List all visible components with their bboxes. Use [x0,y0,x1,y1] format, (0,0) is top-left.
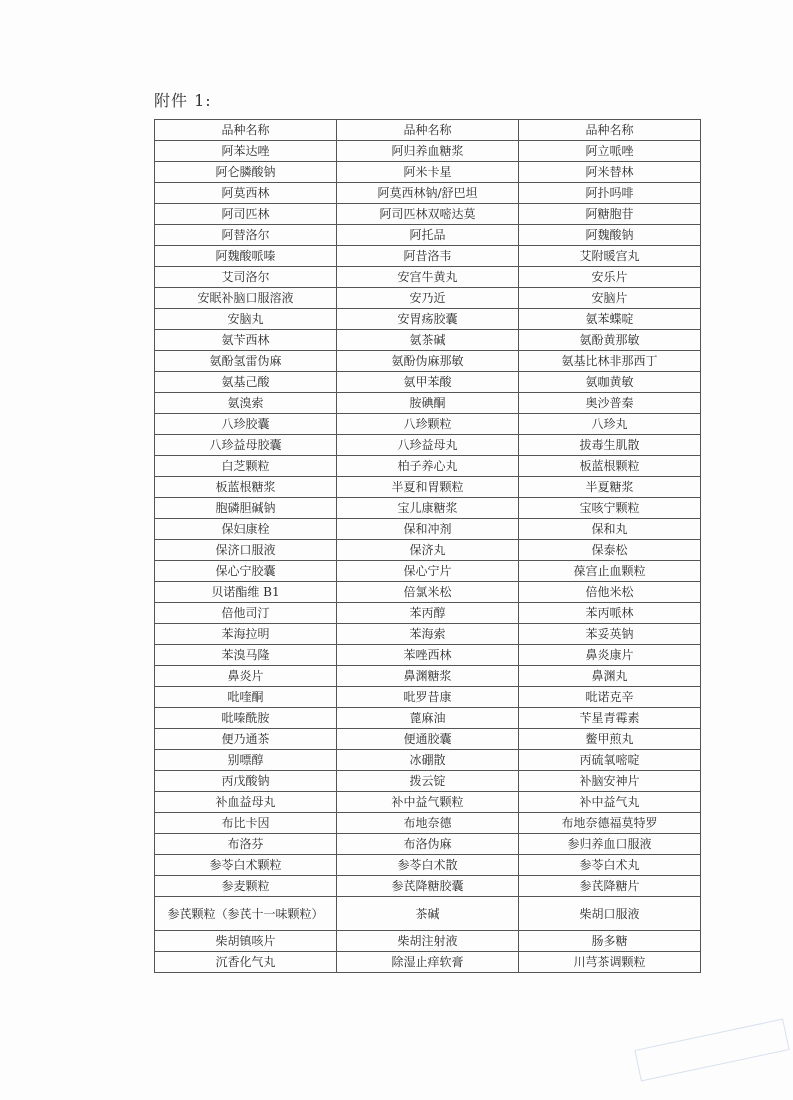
table-cell: 柴胡镇咳片 [155,931,337,952]
table-row [155,952,701,973]
table-cell: 八珍益母丸 [337,435,519,456]
table-cell: 安胃疡胶囊 [337,309,519,330]
table-row [155,435,701,456]
table-cell: 吡诺克辛 [519,687,701,708]
table-cell: 苯溴马隆 [155,645,337,666]
table-cell: 补中益气丸 [519,792,701,813]
table-cell: 便乃通茶 [155,729,337,750]
table-cell: 保济丸 [337,540,519,561]
table-cell: 保心宁片 [337,561,519,582]
table-cell: 补中益气颗粒 [337,792,519,813]
table-cell: 艾附暖宫丸 [519,246,701,267]
table-row [155,309,701,330]
table-cell: 苄星青霉素 [519,708,701,729]
table-cell: 茶碱 [337,897,519,931]
table-cell: 保和冲剂 [337,519,519,540]
table-row [155,477,701,498]
table-row [155,666,701,687]
table-cell: 苯海拉明 [155,624,337,645]
table-row [155,792,701,813]
table-cell: 拔毒生肌散 [519,435,701,456]
table-cell: 冰硼散 [337,750,519,771]
table-cell: 苯海索 [337,624,519,645]
table-cell: 板蓝根颗粒 [519,456,701,477]
table-cell: 艾司洛尔 [155,267,337,288]
table-cell: 鼻渊糖浆 [337,666,519,687]
table-cell: 参归养血口服液 [519,834,701,855]
table-row [155,183,701,204]
table-row [155,813,701,834]
table-cell: 苯妥英钠 [519,624,701,645]
product-table [154,119,701,973]
table-cell: 拨云锭 [337,771,519,792]
table-cell: 宝咳宁颗粒 [519,498,701,519]
table-row [155,834,701,855]
table-cell: 氨苯蝶啶 [519,309,701,330]
table-row [155,931,701,952]
table-row [155,288,701,309]
table-row [155,771,701,792]
table-cell: 氨酚氢雷伪麻 [155,351,337,372]
table-cell: 参芪颗粒（参芪十一味颗粒） [155,897,337,931]
table-cell: 胺碘酮 [337,393,519,414]
table-row [155,225,701,246]
table-cell: 贝诺酯维 B1 [155,582,337,603]
table-cell: 阿魏酸钠 [519,225,701,246]
table-cell: 氨茶碱 [337,330,519,351]
table-cell: 布地奈德福莫特罗 [519,813,701,834]
table-row [155,246,701,267]
table-cell: 宝儿康糖浆 [337,498,519,519]
table-cell: 氨酚黄那敏 [519,330,701,351]
table-cell: 吡嗪酰胺 [155,708,337,729]
table-row [155,645,701,666]
table-row [155,519,701,540]
table-cell: 倍氯米松 [337,582,519,603]
table-cell: 丙戊酸钠 [155,771,337,792]
table-cell: 肠多糖 [519,931,701,952]
table-cell: 阿扑吗啡 [519,183,701,204]
table-cell: 阿归养血糖浆 [337,141,519,162]
table-cell: 阿替洛尔 [155,225,337,246]
table-row [155,393,701,414]
table-row [155,141,701,162]
table-row [155,351,701,372]
table-cell: 丙硫氧嘧啶 [519,750,701,771]
column-header: 品种名称 [337,120,519,141]
table-cell: 阿苯达唑 [155,141,337,162]
table-row [155,897,701,931]
table-cell: 阿司匹林双嘧达莫 [337,204,519,225]
table-cell: 保泰松 [519,540,701,561]
table-cell: 布地奈德 [337,813,519,834]
table-cell: 阿糖胞苷 [519,204,701,225]
table-cell: 鼻炎片 [155,666,337,687]
table-cell: 白芝颗粒 [155,456,337,477]
watermark-stamp [634,1019,789,1082]
table-cell: 别嘌醇 [155,750,337,771]
table-row [155,750,701,771]
table-cell: 阿立哌唑 [519,141,701,162]
table-cell: 氨酚伪麻那敏 [337,351,519,372]
table-row [155,855,701,876]
table-cell: 安脑片 [519,288,701,309]
table-cell: 奥沙普秦 [519,393,701,414]
table-cell: 鼻渊丸 [519,666,701,687]
table-cell: 葆宫止血颗粒 [519,561,701,582]
table-cell: 参苓白术散 [337,855,519,876]
column-header: 品种名称 [155,120,337,141]
table-cell: 鼻炎康片 [519,645,701,666]
table-cell: 阿司匹林 [155,204,337,225]
table-cell: 八珍颗粒 [337,414,519,435]
table-cell: 布洛芬 [155,834,337,855]
table-cell: 布比卡因 [155,813,337,834]
table-cell: 阿仑膦酸钠 [155,162,337,183]
table-cell: 板蓝根糖浆 [155,477,337,498]
table-row [155,330,701,351]
table-cell: 安眠补脑口服溶液 [155,288,337,309]
table-row [155,687,701,708]
table-cell: 柴胡注射液 [337,931,519,952]
table-cell: 参苓白术丸 [519,855,701,876]
table-cell: 参苓白术颗粒 [155,855,337,876]
table-cell: 安宫牛黄丸 [337,267,519,288]
table-cell: 吡罗昔康 [337,687,519,708]
table-cell: 阿托品 [337,225,519,246]
table-cell: 倍他司汀 [155,603,337,624]
table-row [155,540,701,561]
table-cell: 八珍丸 [519,414,701,435]
table-cell: 安乃近 [337,288,519,309]
table-cell: 胞磷胆碱钠 [155,498,337,519]
table-cell: 补脑安神片 [519,771,701,792]
table-cell: 倍他米松 [519,582,701,603]
table-cell: 氨咖黄敏 [519,372,701,393]
table-cell: 氨基己酸 [155,372,337,393]
table-row [155,729,701,750]
table-row [155,267,701,288]
attachment-label: 附件 1: [154,91,212,110]
table-cell: 蓖麻油 [337,708,519,729]
column-header: 品种名称 [519,120,701,141]
table-cell: 半夏和胃颗粒 [337,477,519,498]
table-row [155,498,701,519]
table-header-row [155,120,701,141]
table-cell: 氨苄西林 [155,330,337,351]
table-cell: 八珍益母胶囊 [155,435,337,456]
table-cell: 阿昔洛韦 [337,246,519,267]
table-cell: 阿米替林 [519,162,701,183]
table-cell: 氨溴索 [155,393,337,414]
table-cell: 八珍胶囊 [155,414,337,435]
table-cell: 吡喹酮 [155,687,337,708]
table-cell: 柏子养心丸 [337,456,519,477]
table-row [155,204,701,225]
table-row [155,603,701,624]
table-row [155,624,701,645]
table-cell: 氨甲苯酸 [337,372,519,393]
table-cell: 氨基比林非那西丁 [519,351,701,372]
table-cell: 阿莫西林 [155,183,337,204]
table-cell: 阿魏酸哌嗪 [155,246,337,267]
table-cell: 鳖甲煎丸 [519,729,701,750]
table-cell: 川芎茶调颗粒 [519,952,701,973]
table-row [155,876,701,897]
table-cell: 苯丙哌林 [519,603,701,624]
table-row [155,561,701,582]
table-cell: 参芪降糖片 [519,876,701,897]
table-row [155,414,701,435]
table-cell: 安乐片 [519,267,701,288]
table-row [155,456,701,477]
table-row [155,162,701,183]
table-cell: 参芪降糖胶囊 [337,876,519,897]
table-cell: 保和丸 [519,519,701,540]
table-cell: 阿莫西林钠/舒巴坦 [337,183,519,204]
table-cell: 保济口服液 [155,540,337,561]
table-cell: 保心宁胶囊 [155,561,337,582]
table-cell: 便通胶囊 [337,729,519,750]
table-cell: 半夏糖浆 [519,477,701,498]
table-cell: 安脑丸 [155,309,337,330]
table-cell: 布洛伪麻 [337,834,519,855]
table-cell: 沉香化气丸 [155,952,337,973]
table-row [155,582,701,603]
table-cell: 除湿止痒软膏 [337,952,519,973]
table-cell: 柴胡口服液 [519,897,701,931]
table-cell: 参麦颗粒 [155,876,337,897]
table-cell: 阿米卡星 [337,162,519,183]
table-row [155,372,701,393]
table-cell: 补血益母丸 [155,792,337,813]
table-cell: 保妇康栓 [155,519,337,540]
table-row [155,708,701,729]
table-cell: 苯丙醇 [337,603,519,624]
table-cell: 苯唑西林 [337,645,519,666]
